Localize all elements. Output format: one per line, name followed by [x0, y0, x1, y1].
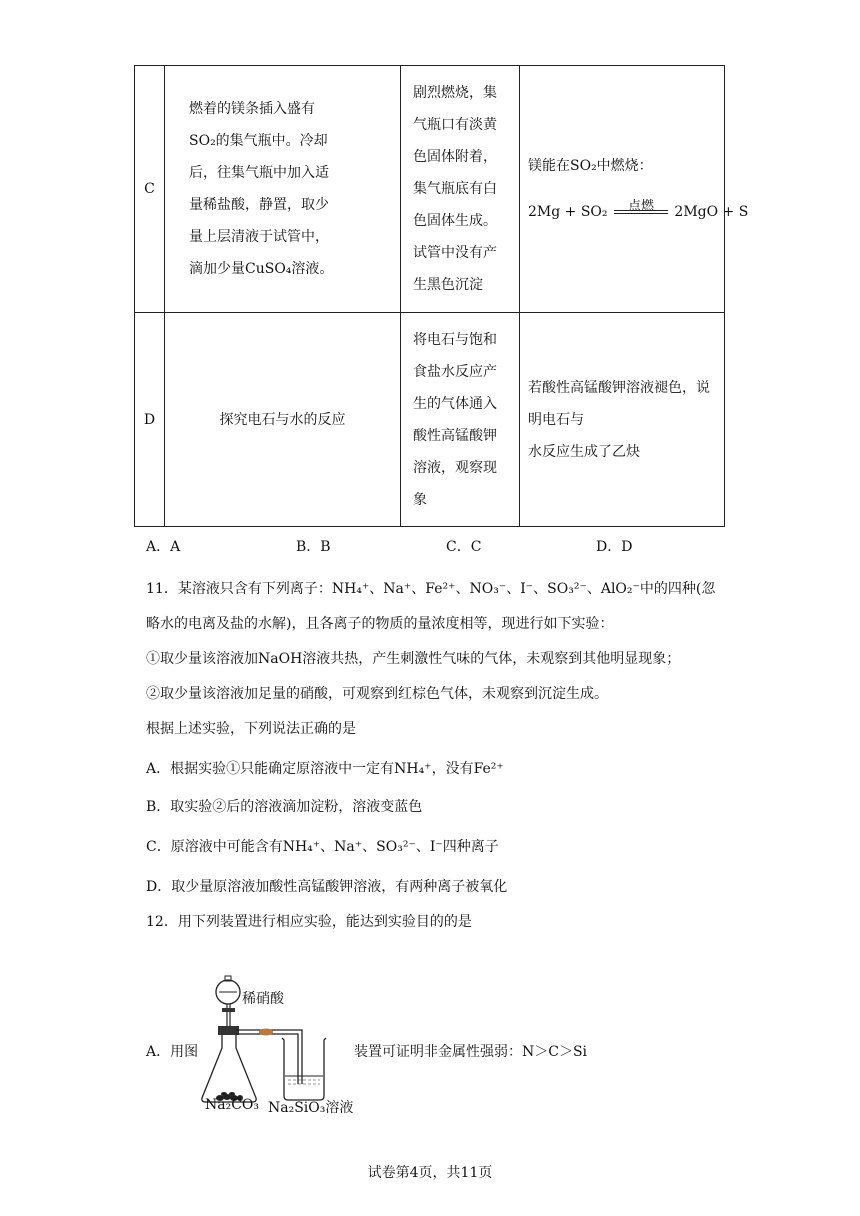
table-row-c [135, 66, 725, 313]
row-c-conclusion [520, 66, 749, 313]
q11-prompt: 根据上述实验，下列说法正确的是 [146, 721, 356, 737]
rubber-joint [259, 1029, 273, 1036]
flask-label: Na₂CO₃ [205, 1097, 260, 1113]
row-d-conclusion [520, 313, 725, 527]
equation-left: 2Mg + SO₂ [528, 204, 608, 220]
q11-option-d[interactable]: D．取少量原溶液加酸性高锰酸钾溶液，有两种离子被氧化 [146, 879, 508, 895]
q10-option-c[interactable]: C．C [446, 539, 482, 555]
row-c-op-line: SO₂的集气瓶中。冷却 [189, 133, 328, 149]
row-c-ph-line: 气瓶口有淡黄 [413, 117, 497, 133]
q11-option-c[interactable]: C．原溶液中可能含有NH₄⁺、Na⁺、SO₃²⁻、I⁻四种离子 [146, 839, 499, 855]
q11-experiment-1: ①取少量该溶液加NaOH溶液共热，产生刺激性气味的气体，未观察到其他明显现象； [146, 651, 681, 667]
q12-option-a-suffix[interactable]: 装置可证明非金属性强弱：N＞C＞Si [354, 1044, 588, 1060]
row-c-op-line: 滴加少量CuSO₄溶液。 [189, 261, 334, 277]
page-footer: 试卷第4页，共11页 [367, 1165, 493, 1181]
q11-option-b[interactable]: B．取实验②后的溶液滴加淀粉，溶液变蓝色 [146, 799, 423, 815]
row-d-ph-line: 酸性高锰酸钾 [413, 427, 497, 444]
funnel-label: 稀硝酸 [242, 991, 284, 1007]
q10-option-a[interactable]: A．A [146, 539, 181, 555]
row-d-operation: 探究电石与水的反应 [165, 313, 401, 527]
row-c-conclusion-text: 镁能在SO₂中燃烧： [528, 158, 653, 174]
row-c-op-line: 量上层清液于试管中， [189, 229, 329, 245]
row-d-ph-line: 将电石与饱和 [413, 331, 497, 348]
q11-experiment-2: ②取少量该溶液加足量的硝酸，可观察到红棕色气体，未观察到沉淀生成。 [146, 686, 608, 702]
row-d-conclusion-line: 若酸性高锰酸钾溶液褪色，说明电石与 [528, 379, 710, 428]
row-c-op-line: 燃着的镁条插入盛有 [189, 101, 315, 117]
row-d-phenomenon [401, 313, 520, 527]
row-c-ph-line: 试管中没有产 [413, 245, 497, 261]
experiment-table [134, 65, 749, 527]
equation-right: 2MgO + S [674, 204, 749, 220]
row-d-conclusion-line: 水反应生成了乙炔 [528, 443, 640, 460]
row-c-ph-line: 色固体生成。 [413, 213, 497, 229]
q11-stem-line-2: 略水的电离及盐的水解)，且各离子的物质的量浓度相等，现进行如下实验： [146, 616, 614, 632]
row-c-ph-line: 色固体附着， [413, 149, 497, 165]
beaker-label: Na₂SiO₃溶液 [268, 1100, 354, 1116]
q12-stem: 12．用下列装置进行相应实验，能达到实验目的的是 [146, 914, 472, 930]
row-c-ph-line: 生黑色沉淀 [413, 277, 483, 293]
q11-stem-line-1: 11．某溶液只含有下列离子：NH₄⁺、Na⁺、Fe²⁺、NO₃⁻、I⁻、SO₃²⁻、AlO₂⁻中的四种(忽 [146, 581, 716, 597]
row-c-label: C [135, 66, 165, 313]
stopper [218, 1026, 239, 1035]
row-d-label: D [135, 313, 165, 527]
row-d-ph-line: 溶液，观察现 [413, 459, 497, 476]
q10-option-b[interactable]: B．B [296, 539, 331, 555]
q12-option-a-prefix[interactable]: A．用图 [146, 1044, 199, 1060]
q11-option-a[interactable]: A．根据实验①只能确定原溶液中一定有NH₄⁺，没有Fe²⁺ [146, 761, 504, 777]
condition-text: 点燃 [627, 199, 654, 214]
row-c-ph-line: 剧烈燃烧，集 [413, 85, 497, 101]
beaker [282, 1038, 326, 1100]
row-d-ph-line: 生的气体通入 [413, 395, 497, 412]
row-c-phenomenon [401, 66, 520, 313]
row-c-operation [165, 66, 401, 313]
row-d-ph-line: 象 [413, 491, 427, 508]
q10-option-d[interactable]: D．D [596, 539, 633, 555]
combustion-equation [528, 196, 749, 228]
reaction-condition [614, 201, 668, 223]
row-c-op-line: 后，往集气瓶中加入适 [189, 165, 329, 181]
row-c-op-line: 量稀盐酸，静置，取少 [189, 197, 329, 213]
row-c-ph-line: 集气瓶底有白 [413, 181, 497, 197]
row-d-ph-line: 食盐水反应产 [413, 363, 497, 380]
table-row-d [135, 313, 725, 527]
conical-flask [202, 1035, 256, 1102]
